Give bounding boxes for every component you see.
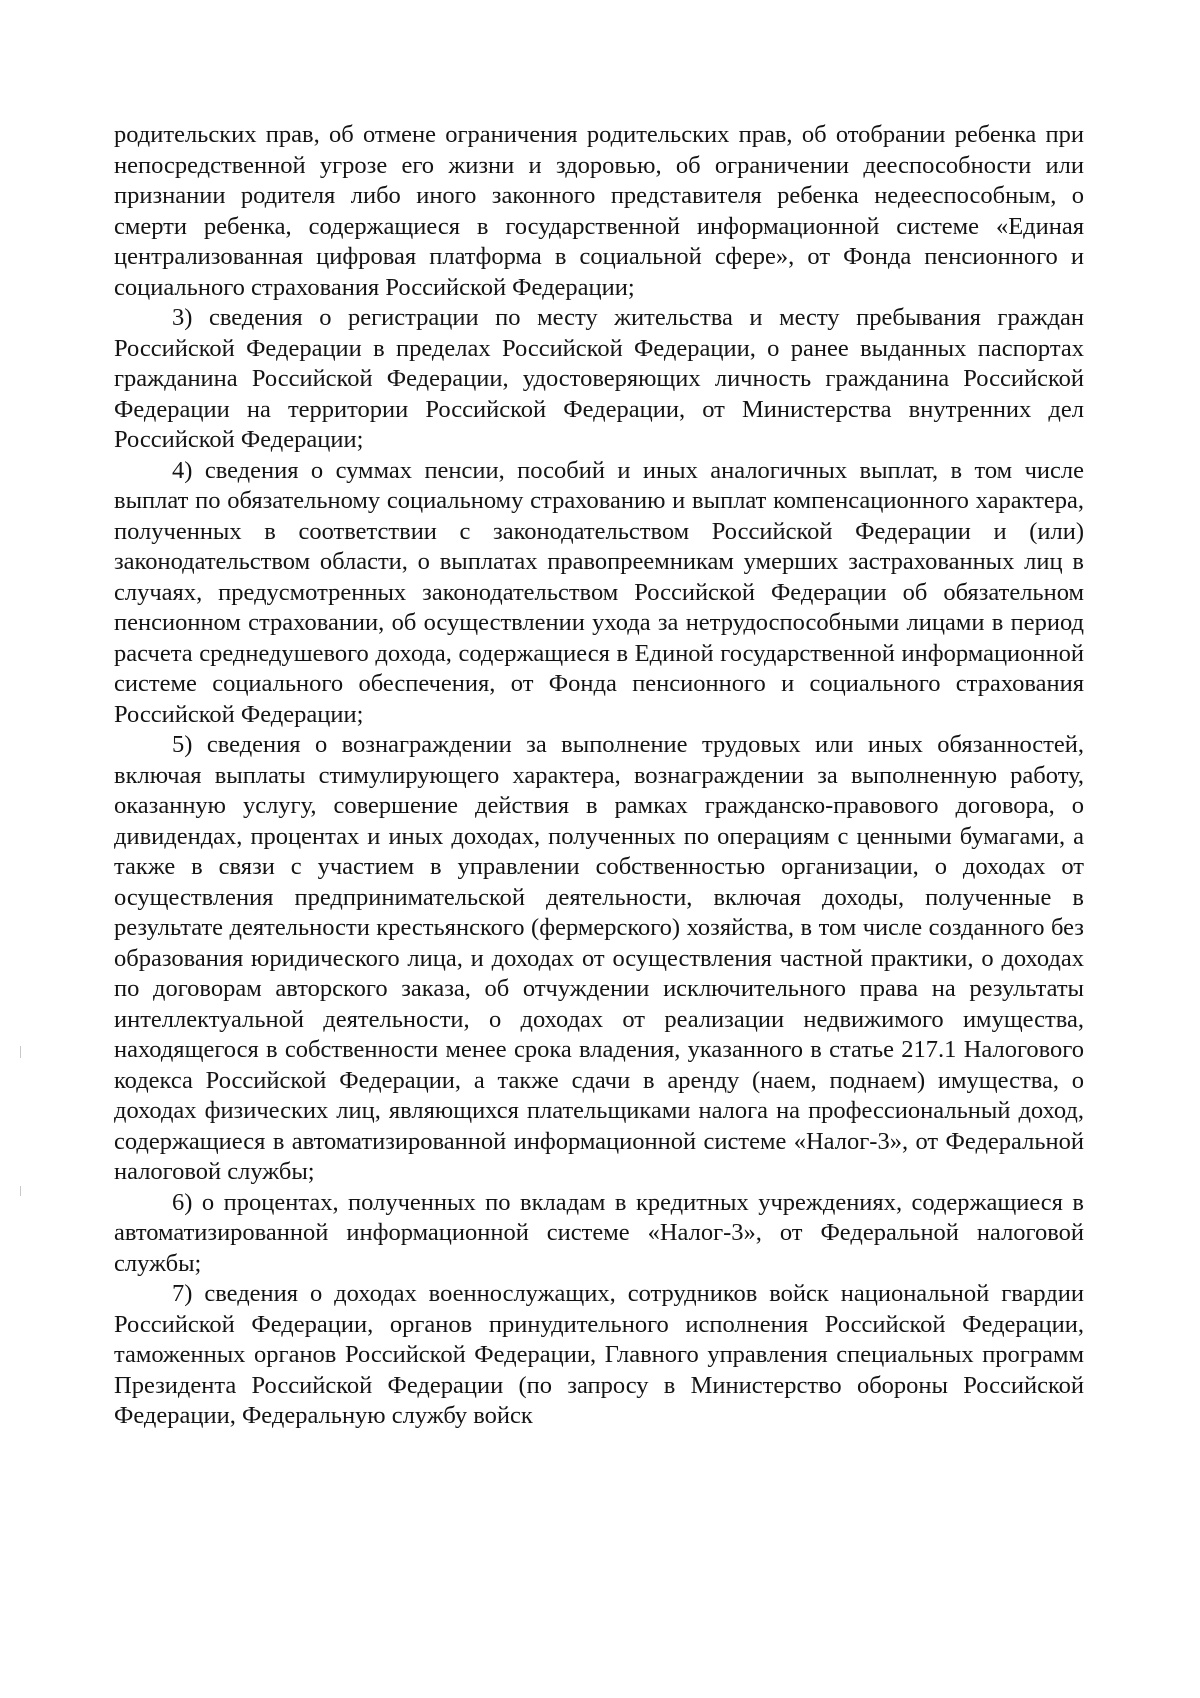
paragraph: 3) сведения о регистрации по месту жительства и месту пребывания граждан Российской Федерации в пределах Российской Федерации, о ранее выданных паспортах гражданина Российской Федерации, удостоверяющих личность гражданина Российской Федерации на территории Российской Федерации, от Министерства внутренних дел Российской Федерации; bbox=[114, 304, 1084, 453]
scan-artifact bbox=[20, 1046, 21, 1058]
scan-artifact bbox=[20, 1186, 21, 1196]
paragraph: 5) сведения о вознаграждении за выполнение трудовых или иных обязанностей, включая выплаты стимулирующего характера, вознаграждении за выполненную работу, оказанную услугу, совершение действия в рамках гражданско-правового договора, о дивидендах, процентах и иных доходах, полученных по операциям с ценными бумагами, а также в связи с участием в управлении собственностью организации, о доходах от осуществления предпринимательской деятельности, включая доходы, полученные в результате деятельности крестьянского (фермерского) хозяйства, в том числе созданного без образования юридического лица, и доходах от осуществления частной практики, о доходах по договорам авторского заказа, об отчуждении исключительного права на результаты интеллектуальной деятельности, о доходах от реализации недвижимого имущества, находящегося в собственности менее срока владения, указанного в статье 217.1 Налогового кодекса Российской Федерации, а также сдачи в аренду (наем, поднаем) имущества, о доходах физических лиц, являющихся плательщиками налога на профессиональный доход, содержащиеся в автоматизированной информационной системе «Налог-3», от Федеральной налоговой службы; bbox=[114, 731, 1084, 1185]
paragraph: 7) сведения о доходах военнослужащих, сотрудников войск национальной гвардии Российской Федерации, органов принудительного исполнения Российской Федерации, таможенных органов Российской Федерации, Главного управления специальных программ Президента Российской Федерации (по запросу в Министерство обороны Российской Федерации, Федеральную службу войск bbox=[114, 1280, 1084, 1429]
paragraph: родительских прав, об отмене ограничения родительских прав, об отобрании ребенка при непосредственной угрозе его жизни и здоровью, об ограничении дееспособности или признании родителя либо иного законного представителя ребенка недееспособным, о смерти ребенка, содержащиеся в государственной информационной системе «Единая централизованная цифровая платформа в социальной сфере», от Фонда пенсионного и социального страхования Российской Федерации; bbox=[114, 121, 1084, 301]
document-body bbox=[114, 120, 1084, 1432]
paragraph: 4) сведения о суммах пенсии, пособий и иных аналогичных выплат, в том числе выплат по обязательному социальному страхованию и выплат компенсационного характера, полученных в соответствии с законодательством Российской Федерации и (или) законодательством области, о выплатах правопреемникам умерших застрахованных лиц в случаях, предусмотренных законодательством Российской Федерации об обязательном пенсионном страховании, об осуществлении ухода за нетрудоспособными лицами в период расчета среднедушевого дохода, содержащиеся в Единой государственной информационной системе социального обеспечения, от Фонда пенсионного и социального страхования Российской Федерации; bbox=[114, 456, 1084, 728]
paragraph: 6) о процентах, полученных по вкладам в кредитных учреждениях, содержащиеся в автоматизированной информационной системе «Налог-3», от Федеральной налоговой службы; bbox=[114, 1188, 1084, 1277]
